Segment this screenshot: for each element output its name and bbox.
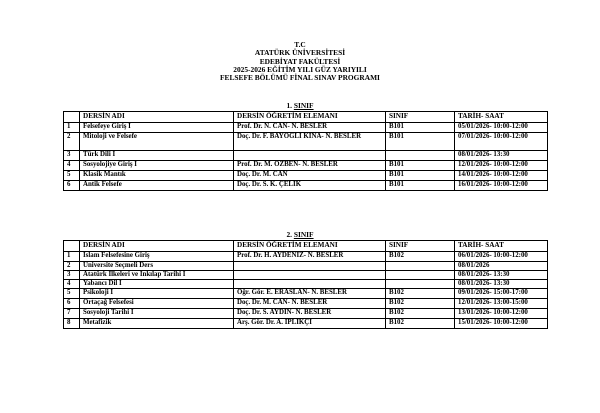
table-row (64, 299, 548, 309)
header-line-faculty: EDEBİYAT FAKÜLTESİ (259, 56, 341, 66)
course-name: Atatürk İlkeleri ve İnkılap Tarihi I (80, 271, 234, 280)
room (386, 271, 455, 280)
no-column-header (64, 241, 80, 252)
course-name: Sosyolojiye Giriş I (80, 161, 234, 171)
instructor-column-header: DERSİN ÖĞRETİM ELEMANI (234, 241, 386, 252)
table-row (64, 181, 548, 191)
exam-datetime: 14/01/2026- 10:00-12:00 (455, 171, 548, 181)
course-column-header: DERSİN ADI (80, 112, 234, 123)
class-2-label: SINIF (293, 230, 314, 239)
class-2-header-row (64, 241, 548, 252)
room: B102 (386, 252, 455, 262)
row-number: 6 (64, 181, 80, 191)
instructor-column-header: DERSİN ÖĞRETİM ELEMANI (234, 112, 386, 123)
exam-datetime: 15/01/2026- 10:00-12:00 (455, 319, 548, 329)
table-row (64, 123, 548, 133)
exam-datetime: 13/01/2026- 10:00-12:00 (455, 309, 548, 319)
class-1-table (63, 111, 548, 191)
course-name: Yabancı Dil I (80, 280, 234, 289)
room-column-header: SINIF (386, 112, 455, 123)
class-2-title (0, 230, 600, 239)
course-name: Felsefeye Giriş I (80, 123, 234, 133)
instructor-name: Doç. Dr. M. CAN (234, 171, 386, 181)
exam-datetime: 07/01/2026- 10:00-12:00 (455, 133, 548, 151)
room: B102 (386, 319, 455, 329)
course-name: Metafizik (80, 319, 234, 329)
instructor-name: Prof. Dr. H. AYDENİZ- N. BESLER (234, 252, 386, 262)
class-2-number: 2. (286, 230, 292, 239)
room (386, 151, 455, 161)
exam-datetime: 09/01/2026- 15:00-17:00 (455, 289, 548, 299)
datetime-column-header: TARİH- SAAT (455, 241, 548, 252)
table-row (64, 271, 548, 280)
table-row (64, 133, 548, 151)
class-1-title (0, 101, 600, 110)
room-column-header: SINIF (386, 241, 455, 252)
row-number: 1 (64, 123, 80, 133)
course-name: Üniversite Seçmeli Ders (80, 262, 234, 271)
course-name: Mitoloji ve Felsefe (80, 133, 234, 151)
instructor-name: Öğr. Gör. E. ERASLAN- N. BESLER (234, 289, 386, 299)
instructor-name (234, 262, 386, 271)
row-number: 5 (64, 289, 80, 299)
instructor-name (234, 280, 386, 289)
room: B101 (386, 161, 455, 171)
header-line-tc: T.C (294, 40, 306, 49)
instructor-name: Doç. Dr. F. BAYOĞLI KINA- N. BESLER (234, 133, 386, 151)
row-number: 3 (64, 271, 80, 280)
exam-datetime: 08/01/2026- 13:30 (455, 280, 548, 289)
exam-datetime: 08/01/2026- 13:30 (455, 271, 548, 280)
row-number: 6 (64, 299, 80, 309)
instructor-name: Doç. Dr. M. CAN- N. BESLER (234, 299, 386, 309)
row-number: 4 (64, 161, 80, 171)
room: B102 (386, 289, 455, 299)
room (386, 280, 455, 289)
row-number: 2 (64, 262, 80, 271)
course-name: Ortaçağ Felsefesi (80, 299, 234, 309)
row-number: 5 (64, 171, 80, 181)
table-row (64, 161, 548, 171)
course-name: Sosyoloji Tarihi I (80, 309, 234, 319)
table-row (64, 262, 548, 271)
exam-datetime: 16/01/2026- 10:00-12:00 (455, 181, 548, 191)
row-number: 2 (64, 133, 80, 151)
header-line-university: ATATÜRK ÜNİVERSİTESİ (254, 48, 346, 58)
room: B101 (386, 171, 455, 181)
row-number: 7 (64, 309, 80, 319)
no-column-header (64, 112, 80, 123)
instructor-name (234, 271, 386, 280)
header-line-program: FELSEFE BÖLÜMÜ FİNAL SINAV PROGRAMI (220, 73, 380, 83)
course-name: Antik Felsefe (80, 181, 234, 191)
exam-datetime: 12/01/2026- 10:00-12:00 (455, 161, 548, 171)
exam-datetime: 08/01/2026- 13:30 (455, 151, 548, 161)
table-row (64, 309, 548, 319)
room: B101 (386, 133, 455, 151)
row-number: 4 (64, 280, 80, 289)
course-name: Psikoloji I (80, 289, 234, 299)
exam-datetime: 08/01/2026 (455, 262, 548, 271)
table-row (64, 289, 548, 299)
document-header (0, 41, 600, 82)
class-1-label: SINIF (293, 101, 314, 110)
room: B101 (386, 181, 455, 191)
room: B102 (386, 299, 455, 309)
row-number: 3 (64, 151, 80, 161)
table-row (64, 171, 548, 181)
instructor-name: Prof. Dr. M. ÖZBEN- N. BESLER (234, 161, 386, 171)
datetime-column-header: TARİH- SAAT (455, 112, 548, 123)
course-name: İslam Felsefesine Giriş (80, 252, 234, 262)
course-name: Türk Dili I (80, 151, 234, 161)
instructor-name: Arş. Gör. Dr. A. İPLİKÇİ (234, 319, 386, 329)
table-row (64, 151, 548, 161)
exam-datetime: 05/01/2026- 10:00-12:00 (455, 123, 548, 133)
class-1-number: 1. (286, 101, 292, 110)
course-column-header: DERSİN ADI (80, 241, 234, 252)
room: B101 (386, 123, 455, 133)
instructor-name: Doç. Dr. S. AYDIN- N. BESLER (234, 309, 386, 319)
table-row (64, 319, 548, 329)
row-number: 1 (64, 252, 80, 262)
instructor-name: Doç. Dr. S. K. ÇELİK (234, 181, 386, 191)
table-row (64, 280, 548, 289)
room (386, 262, 455, 271)
header-line-term: 2025-2026 EĞİTİM YILI GÜZ YARIYILI (233, 64, 367, 74)
class-1-header-row (64, 112, 548, 123)
course-name: Klasik Mantık (80, 171, 234, 181)
instructor-name (234, 151, 386, 161)
instructor-name: Prof. Dr. N. CAN- N. BESLER (234, 123, 386, 133)
room: B102 (386, 309, 455, 319)
row-number: 8 (64, 319, 80, 329)
table-row (64, 252, 548, 262)
exam-datetime: 06/01/2026- 10:00-12:00 (455, 252, 548, 262)
class-2-table (63, 240, 548, 329)
exam-datetime: 12/01/2026- 13:00-15:00 (455, 299, 548, 309)
